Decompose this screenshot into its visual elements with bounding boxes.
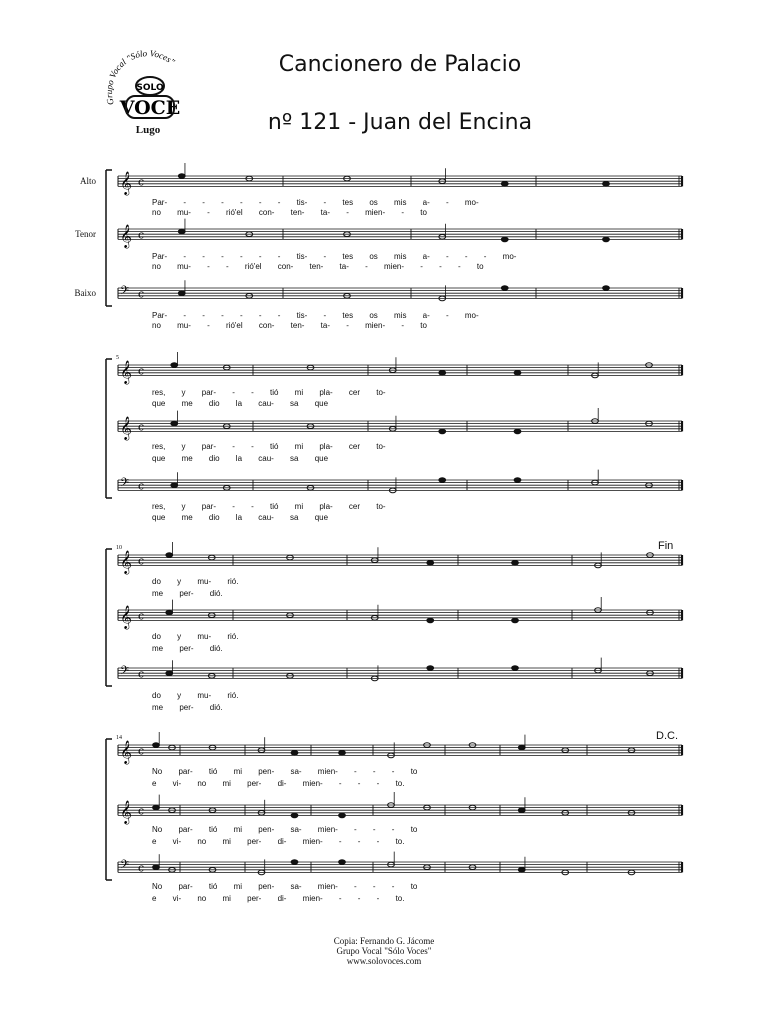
- lyric-line: do y mu- rió.: [152, 577, 239, 586]
- bass-clef-icon: 𝄢: [120, 476, 130, 493]
- treble-clef-icon: 𝄞: [120, 799, 132, 824]
- time-signature: c: [138, 287, 145, 301]
- note-head: [514, 478, 521, 483]
- lyric-line: res, y par- - - tió mi pla- cer to-: [152, 502, 386, 511]
- note-head: [514, 429, 521, 434]
- note-head: [512, 561, 519, 566]
- note-head: [518, 808, 525, 813]
- note-head: [501, 182, 508, 187]
- note-head: [178, 229, 185, 234]
- logo-arc-text: Grupo Vocal "Sólo Voces": [103, 48, 177, 107]
- note-head: [518, 745, 525, 750]
- lyric-line: que me dio la cau- sa que: [152, 513, 329, 522]
- footer-group: Grupo Vocal "Sólo Voces": [336, 946, 432, 956]
- time-signature: c: [138, 479, 145, 493]
- note-head: [166, 610, 173, 615]
- time-signature: c: [138, 228, 145, 242]
- time-signature: c: [138, 744, 145, 758]
- page-subtitle: nº 121 - Juan del Encina: [267, 110, 533, 135]
- lyric-line: Par- - - - - - - tis- - tes os mis a- - mo-: [152, 311, 479, 320]
- treble-clef-icon: 𝄞: [120, 604, 132, 629]
- fin-mark: Fin: [658, 540, 674, 552]
- measure-number: 14: [116, 735, 122, 741]
- footer-copy: Copia: Fernando G. Jácome: [333, 936, 435, 946]
- measure-number: 5: [116, 355, 119, 361]
- note-head: [439, 429, 446, 434]
- treble-clef-icon: 𝄞: [120, 739, 132, 764]
- logo-city: Lugo: [135, 124, 161, 136]
- lyric-line: e vi- no mi per- di- mien- - - - to.: [152, 837, 405, 846]
- note-head: [291, 813, 298, 818]
- lyric-line: me per- dió.: [152, 644, 223, 653]
- note-head: [178, 291, 185, 296]
- note-head: [166, 553, 173, 558]
- lyric-line: do y mu- rió.: [152, 632, 239, 641]
- note-head: [512, 618, 519, 623]
- lyric-line: que me dio la cau- sa que: [152, 454, 329, 463]
- note-head: [427, 666, 434, 671]
- note-head: [603, 182, 610, 187]
- note-head: [512, 666, 519, 671]
- lyric-line: res, y par- - - tió mi pla- cer to-: [152, 388, 386, 397]
- note-head: [518, 868, 525, 873]
- lyric-line: e vi- no mi per- di- mien- - - - to.: [152, 779, 405, 788]
- voice-label-alto: Alto: [79, 176, 96, 186]
- lyric-line: e vi- no mi per- di- mien- - - - to.: [152, 894, 405, 903]
- note-head: [291, 751, 298, 756]
- lyric-line: No par- tió mi pen- sa- mien- - - - to: [152, 882, 418, 891]
- lyric-line: me per- dió.: [152, 703, 223, 712]
- lyric-line: Par- - - - - - - tis- - tes os mis a- - mo-: [152, 198, 479, 207]
- treble-clef-icon: 𝄞: [120, 170, 132, 195]
- bass-clef-icon: 𝄢: [120, 284, 130, 301]
- dc-mark: D.C.: [656, 730, 678, 742]
- lyric-line: No par- tió mi pen- sa- mien- - - - to: [152, 825, 418, 834]
- time-signature: c: [138, 609, 145, 623]
- time-signature: c: [138, 364, 145, 378]
- footer-url: www.solovoces.com: [346, 956, 422, 966]
- time-signature: c: [138, 804, 145, 818]
- note-head: [501, 286, 508, 291]
- lyric-line: no mu- - rió'el con- ten- ta- - mien- - to: [152, 321, 427, 330]
- note-head: [427, 561, 434, 566]
- time-signature: c: [138, 667, 145, 681]
- note-head: [178, 174, 185, 179]
- measure-number: 10: [116, 545, 122, 551]
- note-head: [153, 865, 160, 870]
- note-head: [439, 478, 446, 483]
- lyric-line: Par- - - - - - - tis- - tes os mis a- - - - mo-: [152, 252, 517, 261]
- note-head: [166, 671, 173, 676]
- note-head: [153, 743, 160, 748]
- time-signature: c: [138, 861, 145, 875]
- lyric-line: do y mu- rió.: [152, 691, 239, 700]
- time-signature: c: [138, 175, 145, 189]
- treble-clef-icon: 𝄞: [120, 415, 132, 440]
- note-head: [603, 286, 610, 291]
- note-head: [171, 363, 178, 368]
- time-signature: c: [138, 554, 145, 568]
- note-head: [153, 805, 160, 810]
- note-head: [171, 483, 178, 488]
- lyric-line: no mu- - - rió'el con- ten- ta- - mien- - - - to: [152, 262, 484, 271]
- lyric-line: que me dio la cau- sa que: [152, 399, 329, 408]
- note-head: [514, 371, 521, 376]
- lyric-line: No par- tió mi pen- sa- mien- - - - to: [152, 767, 418, 776]
- voice-label-tenor: Tenor: [75, 229, 96, 239]
- logo-solo-text: SOLO: [136, 83, 164, 93]
- note-head: [291, 860, 298, 865]
- bass-clef-icon: 𝄢: [120, 858, 130, 875]
- treble-clef-icon: 𝄞: [120, 549, 132, 574]
- note-head: [171, 421, 178, 426]
- lyric-line: me per- dió.: [152, 589, 223, 598]
- lyric-line: no mu- - rió'el con- ten- ta- - mien- - to: [152, 208, 427, 217]
- note-head: [339, 813, 346, 818]
- voice-label-baixo: Baixo: [74, 288, 96, 298]
- note-head: [339, 751, 346, 756]
- time-signature: c: [138, 420, 145, 434]
- note-head: [339, 860, 346, 865]
- bass-clef-icon: 𝄢: [120, 664, 130, 681]
- note-head: [501, 237, 508, 242]
- note-head: [603, 237, 610, 242]
- logo-voce-text: VOCE: [119, 97, 181, 119]
- lyric-line: res, y par- - - tió mi pla- cer to-: [152, 442, 386, 451]
- note-head: [427, 618, 434, 623]
- note-head: [439, 371, 446, 376]
- page-title: Cancionero de Palacio: [278, 52, 522, 77]
- treble-clef-icon: 𝄞: [120, 223, 132, 248]
- treble-clef-icon: 𝄞: [120, 359, 132, 384]
- footer: [234, 936, 534, 966]
